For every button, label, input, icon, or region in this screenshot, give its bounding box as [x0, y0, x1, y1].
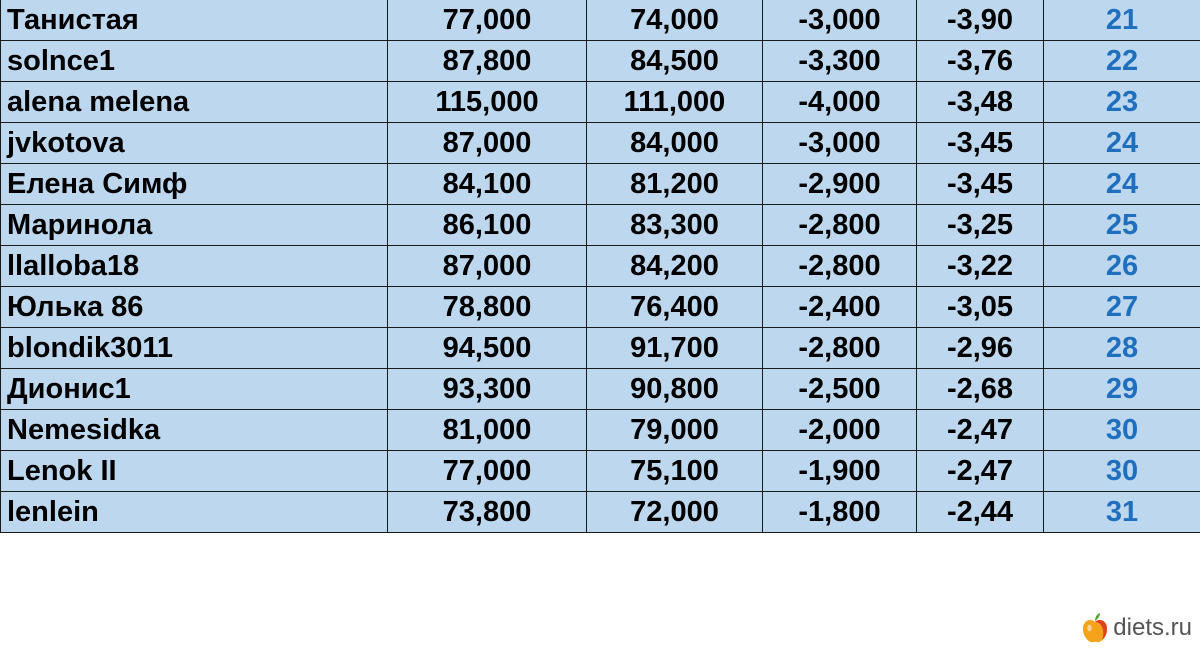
site-logo	[1081, 610, 1192, 646]
weight-change-cell: -2,400	[763, 287, 917, 328]
table-row	[1, 451, 1200, 492]
participant-name-cell: solnce1	[1, 41, 388, 82]
table-row	[1, 0, 1200, 41]
table-row	[1, 492, 1200, 533]
rank-cell: 25	[1044, 205, 1200, 246]
weight-change-cell: -2,800	[763, 205, 917, 246]
participant-name-cell: Nemesidka	[1, 410, 388, 451]
percent-change-cell: -3,45	[917, 164, 1044, 205]
participant-name-cell: lenlein	[1, 492, 388, 533]
rank-cell: 26	[1044, 246, 1200, 287]
rank-cell: 22	[1044, 41, 1200, 82]
apple-icon	[1081, 612, 1109, 644]
table-row	[1, 205, 1200, 246]
weight-change-cell: -2,800	[763, 328, 917, 369]
participant-name-cell: alena melena	[1, 82, 388, 123]
current-weight-cell: 111,000	[587, 82, 763, 123]
current-weight-cell: 74,000	[587, 0, 763, 41]
rank-cell: 21	[1044, 0, 1200, 41]
percent-change-cell: -2,47	[917, 451, 1044, 492]
rank-cell: 29	[1044, 369, 1200, 410]
start-weight-cell: 86,100	[388, 205, 587, 246]
table-row	[1, 328, 1200, 369]
start-weight-cell: 73,800	[388, 492, 587, 533]
table-row	[1, 410, 1200, 451]
percent-change-cell: -3,48	[917, 82, 1044, 123]
rank-cell: 30	[1044, 410, 1200, 451]
current-weight-cell: 76,400	[587, 287, 763, 328]
percent-change-cell: -2,96	[917, 328, 1044, 369]
current-weight-cell: 84,200	[587, 246, 763, 287]
table-row	[1, 82, 1200, 123]
current-weight-cell: 83,300	[587, 205, 763, 246]
table-row	[1, 164, 1200, 205]
participant-name-cell: Юлька 86	[1, 287, 388, 328]
start-weight-cell: 87,000	[388, 246, 587, 287]
participant-name-cell: Дионис1	[1, 369, 388, 410]
table-row	[1, 369, 1200, 410]
rank-cell: 31	[1044, 492, 1200, 533]
start-weight-cell: 94,500	[388, 328, 587, 369]
results-table-body	[1, 0, 1200, 533]
percent-change-cell: -3,22	[917, 246, 1044, 287]
rank-cell: 30	[1044, 451, 1200, 492]
participant-name-cell: Елена Симф	[1, 164, 388, 205]
start-weight-cell: 78,800	[388, 287, 587, 328]
table-row	[1, 123, 1200, 164]
start-weight-cell: 115,000	[388, 82, 587, 123]
logo-text: diets.ru	[1113, 614, 1192, 641]
percent-change-cell: -3,76	[917, 41, 1044, 82]
percent-change-cell: -3,05	[917, 287, 1044, 328]
weight-change-cell: -2,500	[763, 369, 917, 410]
percent-change-cell: -3,90	[917, 0, 1044, 41]
participant-name-cell: llalloba18	[1, 246, 388, 287]
table-row	[1, 246, 1200, 287]
participant-name-cell: Танистая	[1, 0, 388, 41]
weight-change-cell: -1,800	[763, 492, 917, 533]
start-weight-cell: 84,100	[388, 164, 587, 205]
participant-name-cell: jvkotova	[1, 123, 388, 164]
rank-cell: 28	[1044, 328, 1200, 369]
participant-name-cell: blondik3011	[1, 328, 388, 369]
current-weight-cell: 84,000	[587, 123, 763, 164]
current-weight-cell: 75,100	[587, 451, 763, 492]
start-weight-cell: 87,800	[388, 41, 587, 82]
table-row	[1, 41, 1200, 82]
percent-change-cell: -2,44	[917, 492, 1044, 533]
current-weight-cell: 84,500	[587, 41, 763, 82]
rank-cell: 24	[1044, 164, 1200, 205]
start-weight-cell: 81,000	[388, 410, 587, 451]
current-weight-cell: 72,000	[587, 492, 763, 533]
weight-change-cell: -3,000	[763, 0, 917, 41]
percent-change-cell: -3,45	[917, 123, 1044, 164]
rank-cell: 23	[1044, 82, 1200, 123]
weight-change-cell: -2,900	[763, 164, 917, 205]
participant-name-cell: Маринола	[1, 205, 388, 246]
weight-change-cell: -3,300	[763, 41, 917, 82]
rank-cell: 24	[1044, 123, 1200, 164]
weight-change-cell: -3,000	[763, 123, 917, 164]
percent-change-cell: -2,68	[917, 369, 1044, 410]
start-weight-cell: 87,000	[388, 123, 587, 164]
participant-name-cell: Lenok II	[1, 451, 388, 492]
rank-cell: 27	[1044, 287, 1200, 328]
start-weight-cell: 93,300	[388, 369, 587, 410]
current-weight-cell: 79,000	[587, 410, 763, 451]
start-weight-cell: 77,000	[388, 0, 587, 41]
percent-change-cell: -2,47	[917, 410, 1044, 451]
weight-change-cell: -2,000	[763, 410, 917, 451]
percent-change-cell: -3,25	[917, 205, 1044, 246]
weight-change-cell: -1,900	[763, 451, 917, 492]
current-weight-cell: 91,700	[587, 328, 763, 369]
weight-change-cell: -4,000	[763, 82, 917, 123]
weight-change-cell: -2,800	[763, 246, 917, 287]
current-weight-cell: 90,800	[587, 369, 763, 410]
table-row	[1, 287, 1200, 328]
start-weight-cell: 77,000	[388, 451, 587, 492]
current-weight-cell: 81,200	[587, 164, 763, 205]
